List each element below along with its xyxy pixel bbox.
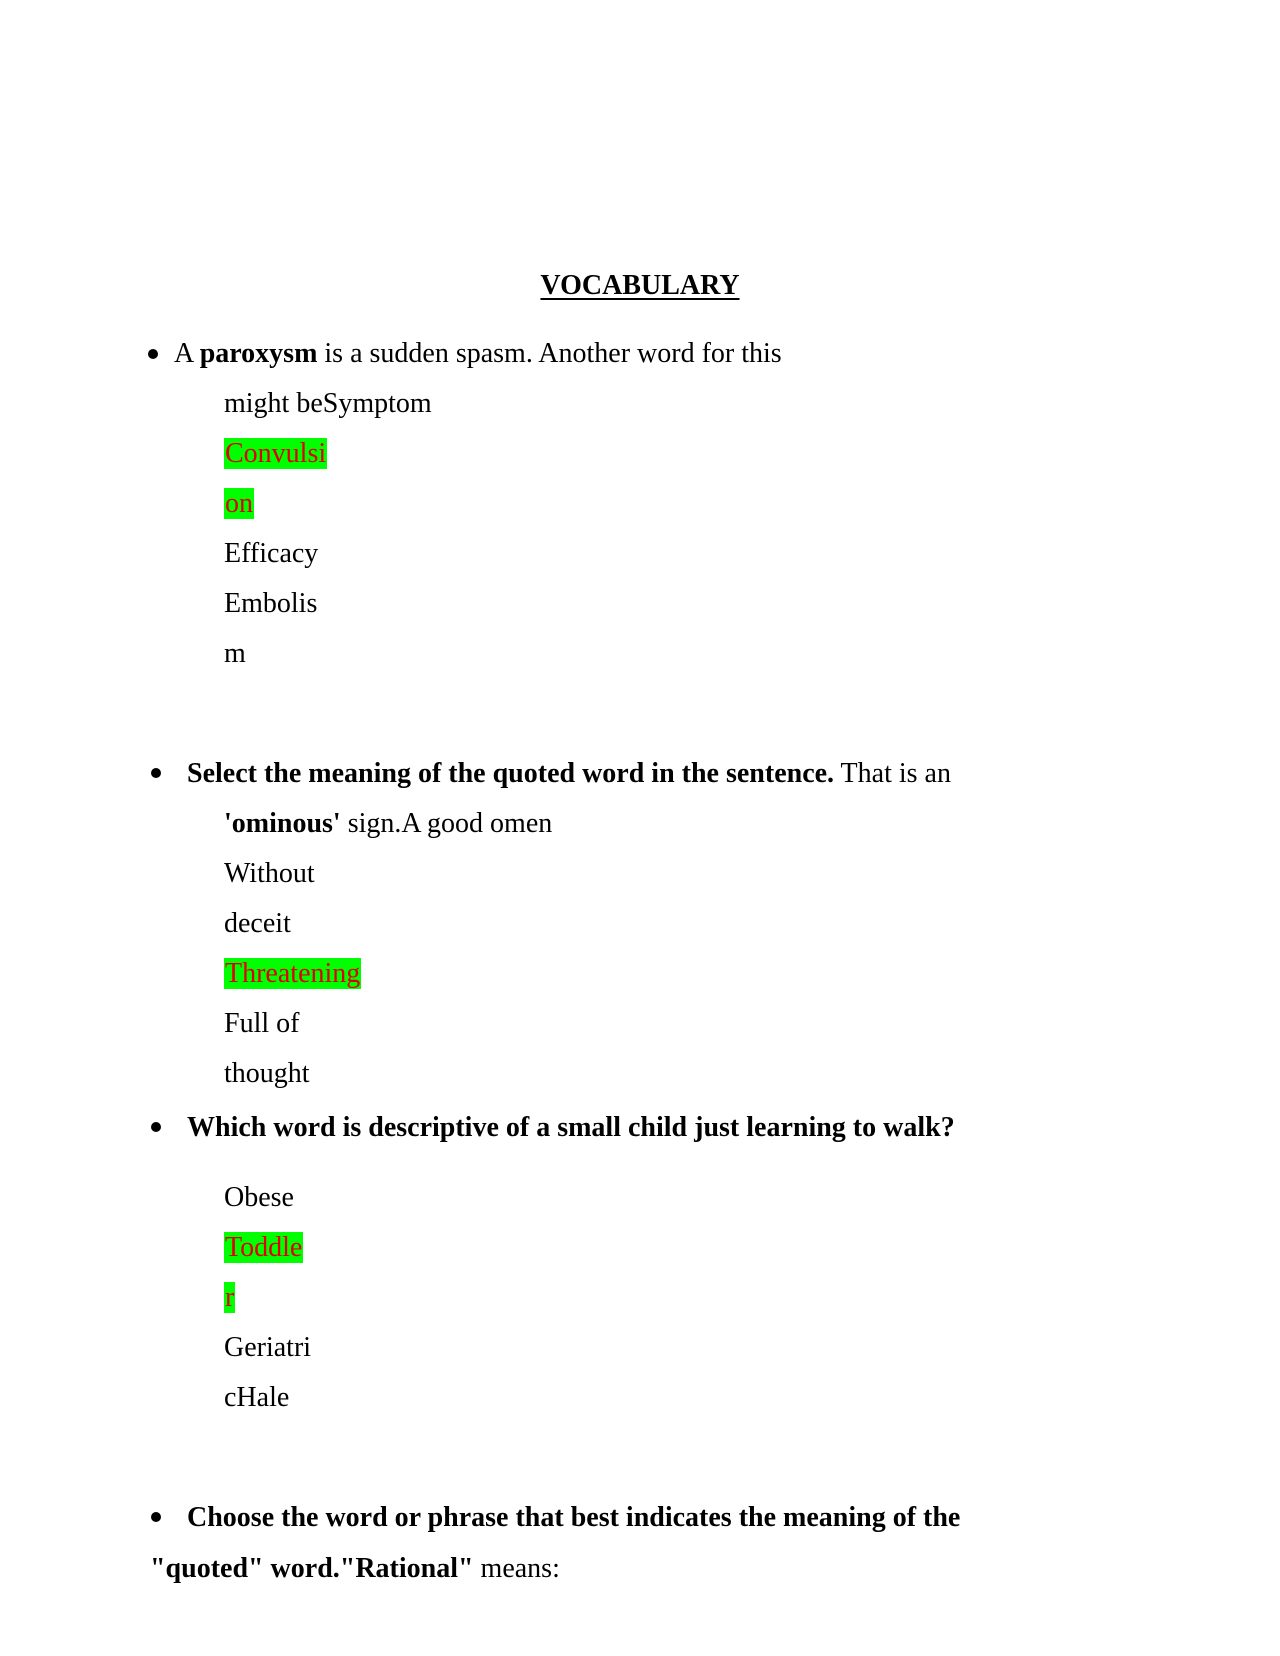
q1-text-b: is a sudden spasm. Another word for this <box>317 338 782 369</box>
q3-option-geriatric-1: Geriatri <box>224 1332 312 1363</box>
page-title: VOCABULARY <box>540 270 740 301</box>
q3-question-text: Which word is descriptive of a small child just learning to walk? <box>187 1112 955 1143</box>
bullet-q3 <box>151 1122 161 1132</box>
q3-answer-line2 <box>224 1280 235 1316</box>
q3-answer-highlight-2: r <box>225 1282 235 1313</box>
q2-option-full-1: Full of <box>224 1008 300 1039</box>
bullet-q2 <box>151 768 161 778</box>
q1-option-embolism-1: Embolis <box>224 588 318 619</box>
q4-question-line2 <box>150 1551 560 1587</box>
q1-option-efficacy: Efficacy <box>224 538 319 569</box>
q1-answer-line2 <box>224 486 254 522</box>
q1-question-line2: might beSymptom <box>224 388 432 419</box>
q4-keyword: "quoted" word."Rational" <box>150 1553 474 1584</box>
q1-text-a: A <box>174 338 200 369</box>
q2-answer-highlight: Threatening <box>225 958 361 989</box>
q1-question-line1 <box>174 336 782 372</box>
q1-answer-line1 <box>224 436 327 472</box>
q4-text-rest: means: <box>473 1553 560 1584</box>
q2-keyword: 'ominous' <box>224 808 341 839</box>
q4-question-text: Choose the word or phrase that best indicates the meaning of the <box>187 1502 961 1533</box>
bullet-q1 <box>148 349 158 359</box>
q1-answer-highlight-1: Convulsi <box>225 438 327 469</box>
bullet-q4 <box>151 1512 161 1522</box>
q3-answer-highlight-1: Toddle <box>225 1232 303 1263</box>
q3-answer-line1 <box>224 1230 303 1266</box>
q2-instruction: Select the meaning of the quoted word in the sentence. <box>187 758 835 789</box>
q2-question-line1 <box>187 756 951 792</box>
q1-answer-highlight-2: on <box>225 488 253 519</box>
q3-option-obese: Obese <box>224 1182 294 1213</box>
q2-question-line2 <box>224 806 552 842</box>
q1-keyword: paroxysm <box>199 338 318 369</box>
q2-option-full-2: thought <box>224 1058 310 1089</box>
q2-option-without-2: deceit <box>224 908 291 939</box>
q2-answer-line <box>224 956 361 992</box>
q4-question-line1 <box>187 1500 960 1536</box>
q3-question <box>187 1110 955 1146</box>
q2-text-line2-rest: sign.A good omen <box>340 808 553 839</box>
q3-option-geriatric-2: cHale <box>224 1382 290 1413</box>
q2-text-rest: That is an <box>834 758 951 789</box>
q1-option-embolism-2: m <box>224 638 246 669</box>
q2-option-without-1: Without <box>224 858 315 889</box>
